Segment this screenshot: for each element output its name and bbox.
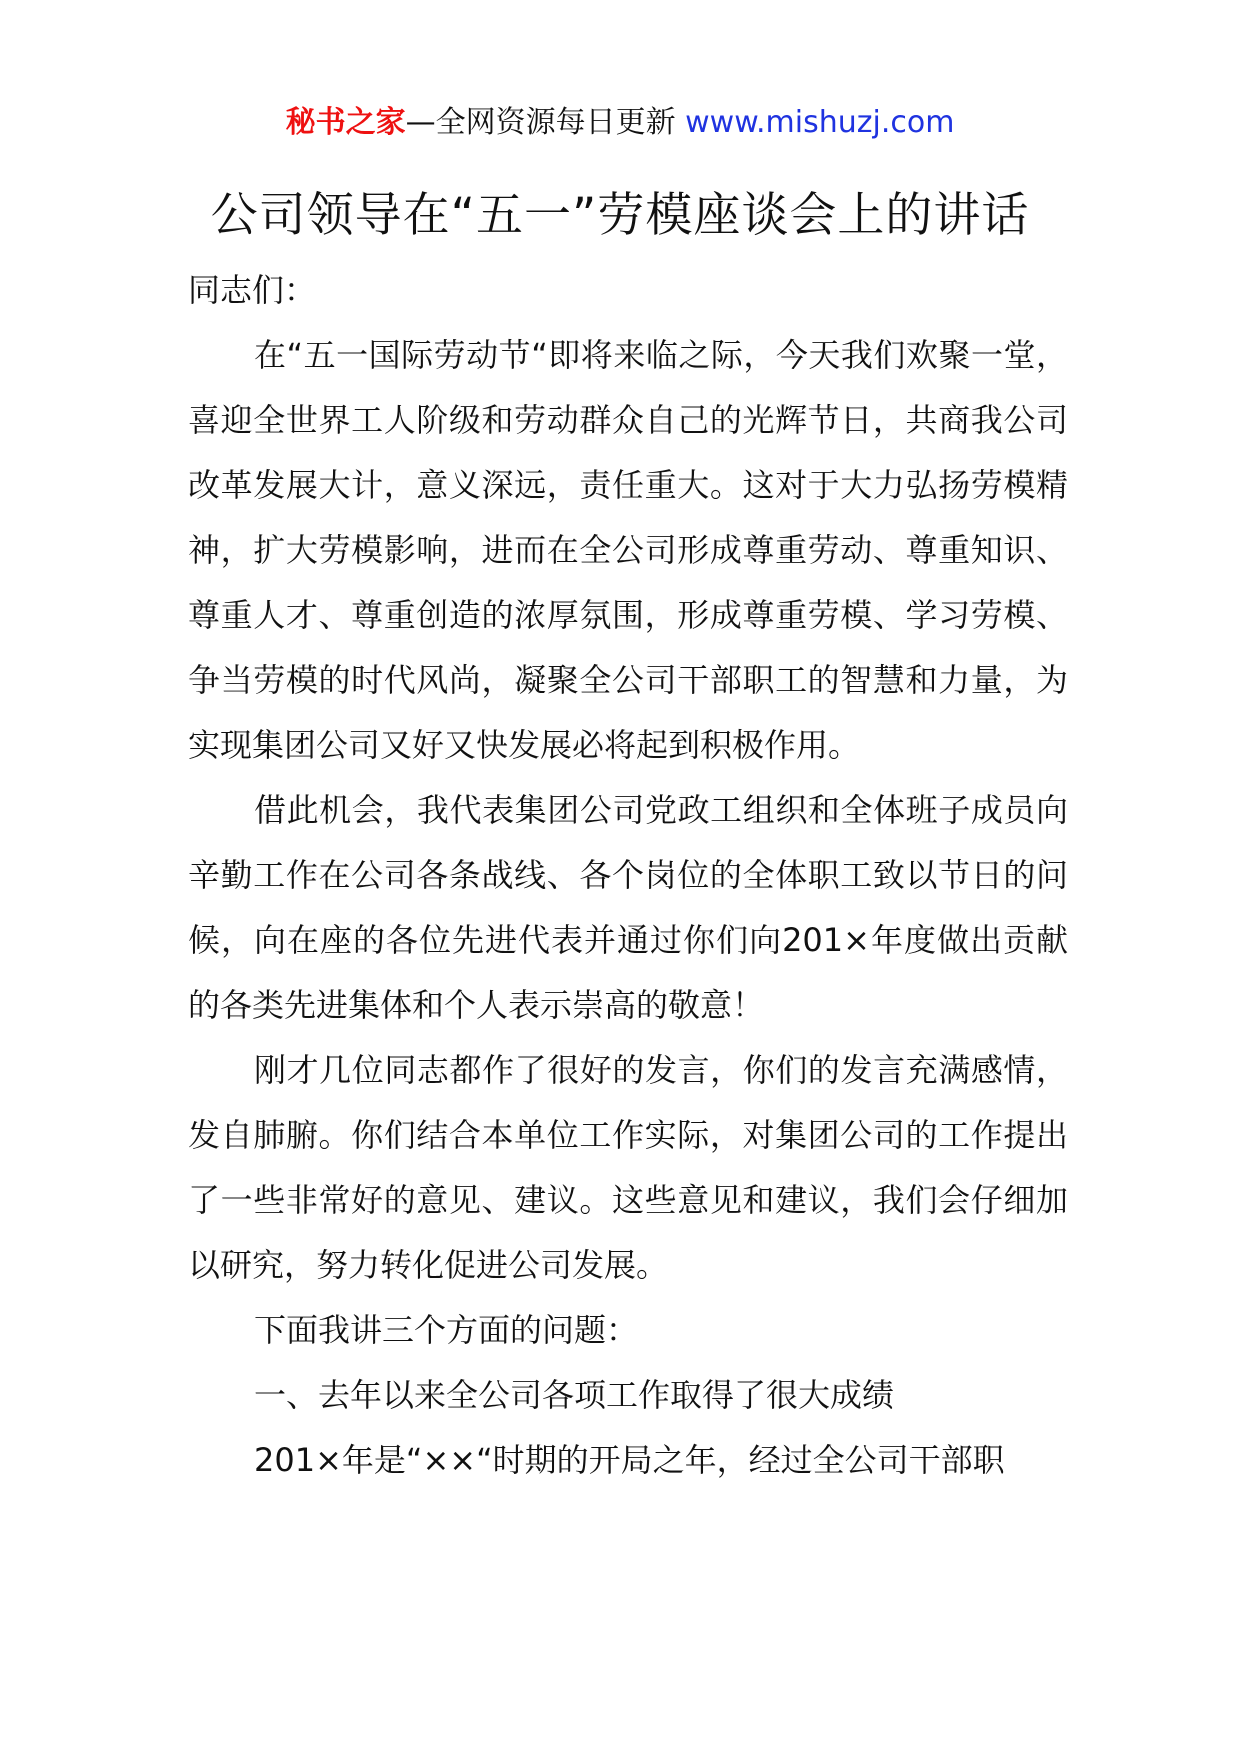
document-body xyxy=(188,258,1068,1493)
site-header xyxy=(0,103,1240,143)
site-url-link[interactable]: www.mishuzj.com xyxy=(685,105,955,140)
paragraph: 下面我讲三个方面的问题： xyxy=(254,1311,639,1349)
salutation: 同志们： xyxy=(188,271,317,309)
section-heading: 一、去年以来全公司各项工作取得了很大成绩 xyxy=(254,1376,895,1414)
paragraph: 借此机会，我代表集团公司党政工组织和全体班子成员向辛勤工作在公司各条战线、各个岗位的全体职工致以节日的问候，向在座的各位先进代表并通过你们向201×年度做出贡献的各类先进集体和个人表示崇高的敬意！ xyxy=(188,791,1068,1024)
brand-name: 秘书之家 xyxy=(285,105,406,140)
paragraph: 201×年是“××“时期的开局之年，经过全公司干部职 xyxy=(254,1441,1005,1479)
document-title: 公司领导在“五一”劳模座谈会上的讲话 xyxy=(210,188,1030,243)
site-slogan: —全网资源每日更新 xyxy=(405,105,676,140)
paragraph: 刚才几位同志都作了很好的发言，你们的发言充满感情，发自肺腑。你们结合本单位工作实际，对集团公司的工作提出了一些非常好的意见、建议。这些意见和建议，我们会仔细加以研究，努力转化促进公司发展。 xyxy=(188,1051,1068,1284)
paragraph: 在“五一国际劳动节“即将来临之际，今天我们欢聚一堂，喜迎全世界工人阶级和劳动群众自己的光辉节日，共商我公司改革发展大计，意义深远，责任重大。这对于大力弘扬劳模精神，扩大劳模影响，进而在全公司形成尊重劳动、尊重知识、尊重人才、尊重创造的浓厚氛围，形成尊重劳模、学习劳模、争当劳模的时代风尚，凝聚全公司干部职工的智慧和力量，为实现集团公司又好又快发展必将起到积极作用。 xyxy=(188,336,1068,764)
